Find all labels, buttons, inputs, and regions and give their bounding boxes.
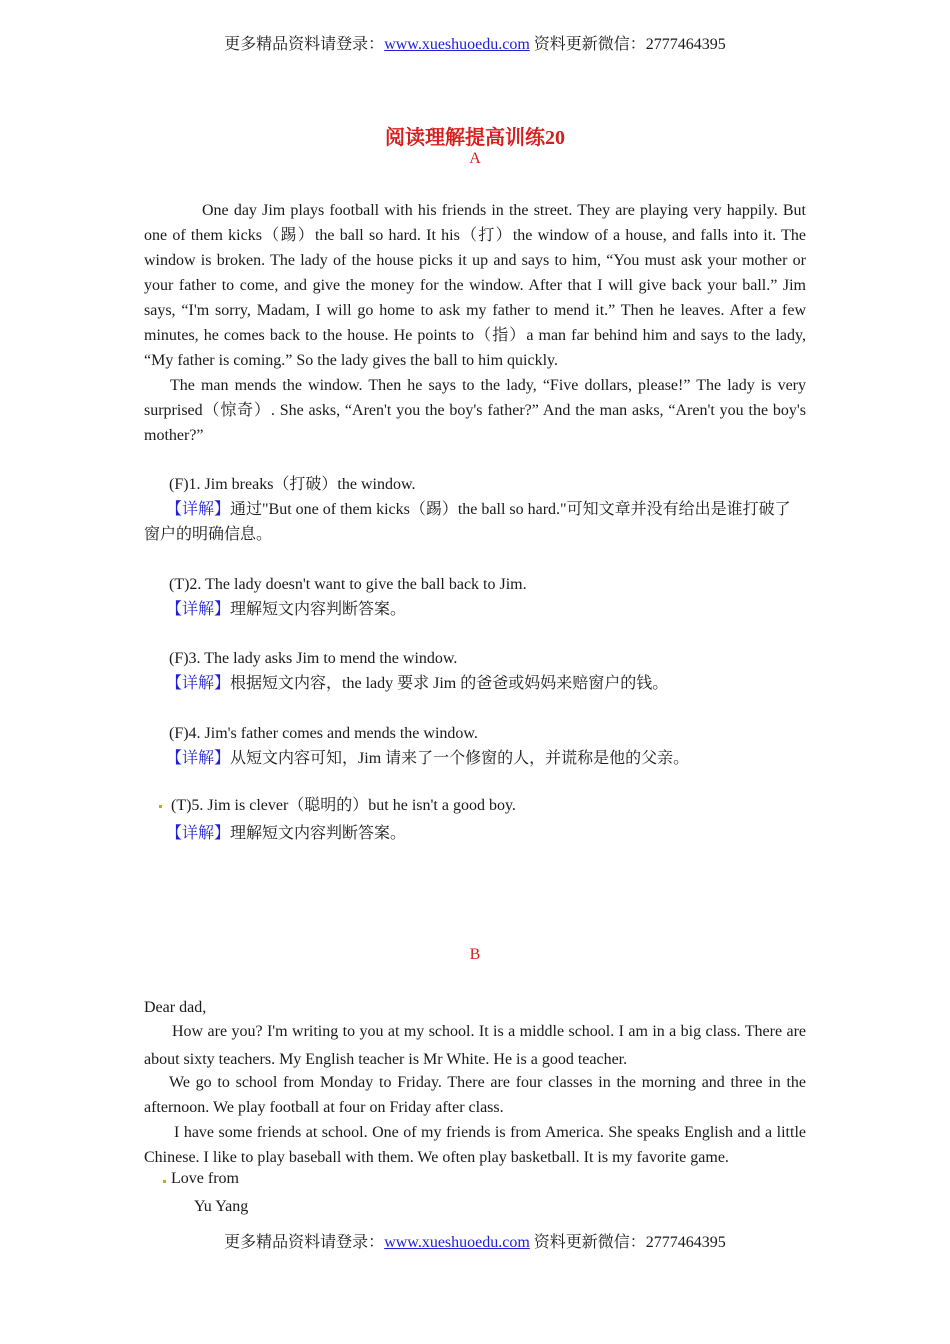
page-footer	[0, 1229, 950, 1252]
footer-suffix: 资料更新微信：2777464395	[529, 1234, 726, 1251]
passage-a-paragraph-2: The man mends the window. Then he says to the lady, “Five dollars, please!” The lady is very surprised（惊奇）. She asks, “Aren't you the boy's father?” And the man asks, “Aren't you the boy's mother?”	[144, 377, 806, 444]
header-prefix: 更多精品资料请登录：	[224, 36, 385, 53]
page-header	[0, 31, 950, 54]
question-1: (F)1. Jim breaks（打破）the window.	[169, 476, 416, 493]
letter-signature: Yu Yang	[194, 1198, 249, 1215]
explanation-text: 从短文内容可知，Jim 请来了一个修窗的人，并谎称是他的父亲。	[230, 750, 690, 767]
explanation-text: 根据短文内容，the lady 要求 Jim 的爸爸或妈妈来赔窗户的钱。	[230, 675, 669, 692]
footer-prefix: 更多精品资料请登录：	[224, 1234, 385, 1251]
passage-a-paragraph-1: One day Jim plays football with his friends in the street. They are playing very happily. But one of them kicks（踢）the ball so hard. It his（打）the window of a house, and falls into it. The window is broken. The lady of the house picks it up and says to him, “You must ask your mother or your father to come, and give the money for the window. After that I will give back your ball.” Jim says, “I'm sorry, Madam, I will go home to ask my father to mend it.” Then he leaves. After a few minutes, he comes back to the house. He points to（指）a man far behind him and says to the lady, “My father is coming.” So the lady gives the ball to him quickly.	[144, 202, 806, 369]
explanation-text: 理解短文内容判断答案。	[230, 825, 407, 842]
passage-b-paragraph-1: How are you? I'm writing to you at my school. It is a middle school. I am in a big class. There are about sixty teachers. My English teacher is Mr White. He is a good teacher.	[144, 1023, 806, 1068]
explanation-tag: 【详解】	[166, 675, 231, 692]
passage-b-paragraph-2: We go to school from Monday to Friday. There are four classes in the morning and three in the afternoon. We play football at four on Friday after class.	[144, 1074, 806, 1116]
explanation-tag: 【详解】	[166, 825, 231, 842]
explanation-text: 理解短文内容判断答案。	[230, 601, 407, 618]
explanation-3	[144, 671, 806, 696]
question-3: (F)3. The lady asks Jim to mend the window.	[169, 650, 458, 667]
section-a-label: A	[469, 150, 481, 167]
explanation-5	[144, 821, 806, 846]
header-suffix: 资料更新微信：2777464395	[529, 36, 726, 53]
explanation-1	[144, 497, 806, 547]
marker-dot	[163, 1180, 166, 1183]
header-link[interactable]: www.xueshuoedu.com	[384, 36, 530, 53]
explanation-tag: 【详解】	[166, 501, 231, 518]
explanation-text: 通过"But one of them kicks（踢）the ball so hard."可知文章并没有给出是谁打破了窗户的明确信息。	[144, 501, 791, 543]
marker-dot	[159, 805, 162, 808]
passage-b-paragraph-3: I have some friends at school. One of my friends is from America. She speaks English and a little Chinese. I like to play baseball with them. We often play basketball. It is my favorite game.	[144, 1124, 806, 1166]
explanation-tag: 【详解】	[166, 750, 231, 767]
letter-closing: Love from	[171, 1170, 239, 1187]
explanation-tag: 【详解】	[166, 601, 231, 618]
footer-link[interactable]: www.xueshuoedu.com	[384, 1234, 530, 1251]
question-4: (F)4. Jim's father comes and mends the window.	[169, 725, 478, 742]
explanation-4	[144, 746, 806, 771]
section-b-label: B	[469, 946, 481, 963]
document-title: 阅读理解提高训练20	[385, 127, 565, 149]
question-5: (T)5. Jim is clever（聪明的）but he isn't a good boy.	[171, 797, 516, 814]
letter-greeting: Dear dad,	[144, 999, 207, 1016]
explanation-2	[144, 597, 806, 622]
question-2: (T)2. The lady doesn't want to give the ball back to Jim.	[169, 576, 527, 593]
